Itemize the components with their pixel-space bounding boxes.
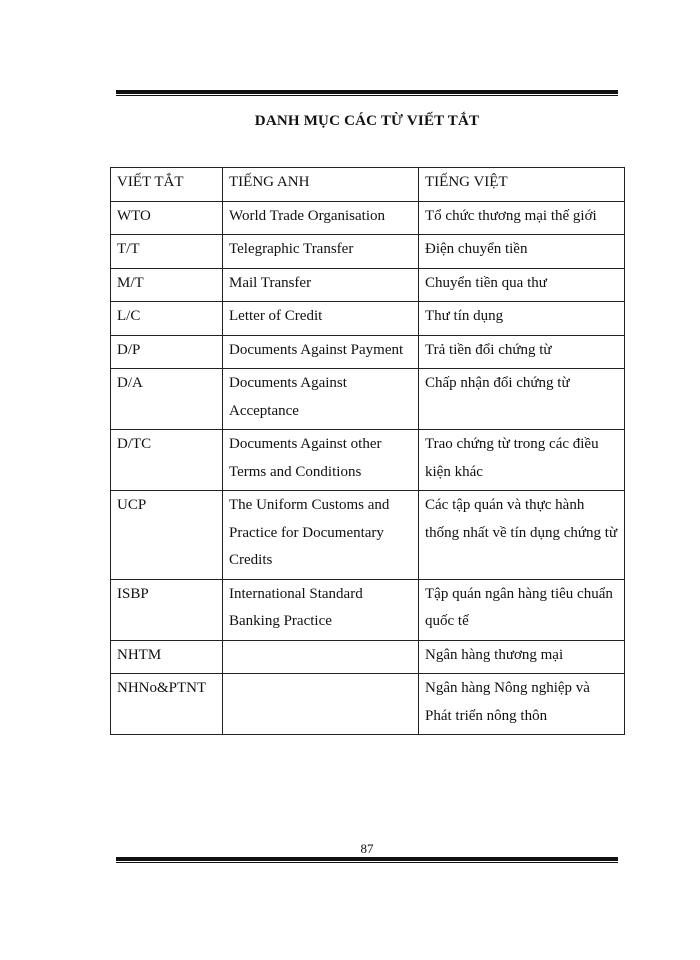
cell-vietnamese: Trao chứng từ trong các điều kiện khác: [419, 430, 625, 491]
cell-abbreviation: L/C: [111, 302, 223, 336]
cell-vietnamese: Điện chuyển tiền: [419, 235, 625, 269]
table-row: [111, 430, 625, 491]
table-row: [111, 369, 625, 430]
cell-vietnamese: Tổ chức thương mại thế giới: [419, 201, 625, 235]
cell-abbreviation: NHNo&PTNT: [111, 674, 223, 735]
cell-vietnamese: Chuyển tiền qua thư: [419, 268, 625, 302]
table-row: [111, 674, 625, 735]
cell-abbreviation: D/TC: [111, 430, 223, 491]
cell-english: Documents Against Payment: [223, 335, 419, 369]
cell-vietnamese: Ngân hàng Nông nghiệp và Phát triển nông thôn: [419, 674, 625, 735]
header-vietnamese: TIẾNG VIỆT: [419, 168, 625, 202]
cell-abbreviation: T/T: [111, 235, 223, 269]
footer-rule: [116, 857, 618, 863]
cell-english: [223, 640, 419, 674]
cell-abbreviation: D/A: [111, 369, 223, 430]
table-row: [111, 491, 625, 580]
table-header-row: [111, 168, 625, 202]
page-number: 87: [360, 841, 374, 856]
cell-vietnamese: Các tập quán và thực hành thống nhất về tín dụng chứng từ: [419, 491, 625, 580]
cell-english: Documents Against Acceptance: [223, 369, 419, 430]
cell-english: Mail Transfer: [223, 268, 419, 302]
header-abbreviation: VIẾT TẮT: [111, 168, 223, 202]
table-row: [111, 268, 625, 302]
cell-abbreviation: M/T: [111, 268, 223, 302]
cell-vietnamese: Thư tín dụng: [419, 302, 625, 336]
cell-abbreviation: D/P: [111, 335, 223, 369]
table-row: [111, 640, 625, 674]
cell-abbreviation: WTO: [111, 201, 223, 235]
cell-vietnamese: Trả tiền đổi chứng từ: [419, 335, 625, 369]
cell-english: World Trade Organisation: [223, 201, 419, 235]
cell-abbreviation: NHTM: [111, 640, 223, 674]
table-row: [111, 579, 625, 640]
cell-vietnamese: Tập quán ngân hàng tiêu chuẩn quốc tế: [419, 579, 625, 640]
table-row: [111, 235, 625, 269]
cell-abbreviation: UCP: [111, 491, 223, 580]
cell-abbreviation: ISBP: [111, 579, 223, 640]
header-english: TIẾNG ANH: [223, 168, 419, 202]
cell-english: The Uniform Customs and Practice for Documentary Credits: [223, 491, 419, 580]
cell-english: Telegraphic Transfer: [223, 235, 419, 269]
cell-vietnamese: Ngân hàng thương mại: [419, 640, 625, 674]
header-rule: [116, 90, 618, 96]
cell-vietnamese: Chấp nhận đổi chứng từ: [419, 369, 625, 430]
page-title: DANH MỤC CÁC TỪ VIẾT TẮT: [254, 113, 480, 129]
cell-english: International Standard Banking Practice: [223, 579, 419, 640]
table-row: [111, 201, 625, 235]
cell-english: Letter of Credit: [223, 302, 419, 336]
table-row: [111, 302, 625, 336]
abbreviation-table: [110, 167, 625, 735]
table-row: [111, 335, 625, 369]
cell-english: [223, 674, 419, 735]
cell-english: Documents Against other Terms and Conditions: [223, 430, 419, 491]
